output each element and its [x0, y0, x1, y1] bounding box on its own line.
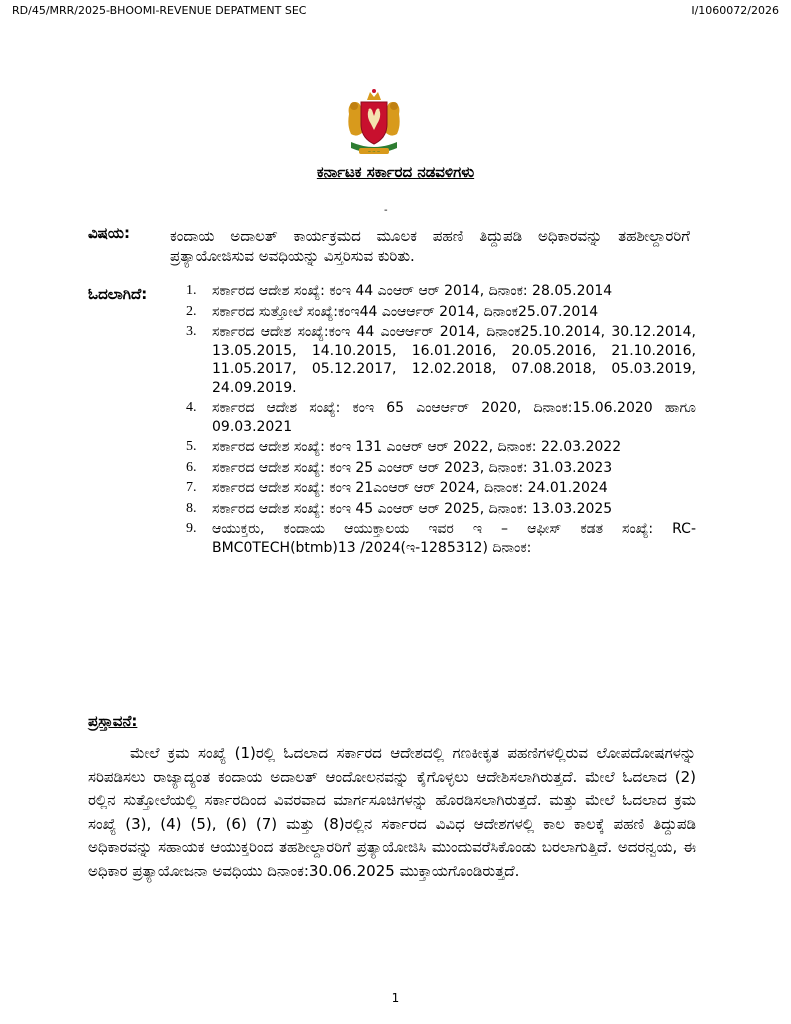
reference-item [186, 399, 696, 436]
reference-text: ಸರ್ಕಾರದ ಆದೇಶ ಸಂಖ್ಯೆ:ಕಂಇ 44 ಎಂಆರ್ಆರ್ 2014, ದಿನಾಂಕ25.10.2014, 30.12.2014, 13.05.2015, 14.10.2015, 16.01.2016, 20.05.2016, 21.10.2016, 11.05.2017, 05.12.2017, 12.02.2018, 07.08.2018, 05.03.2019, 24.09.2019. [212, 324, 696, 396]
reference-item [186, 303, 696, 322]
reference-number: 7. [186, 480, 197, 495]
reference-item [186, 520, 696, 557]
page-number: 1 [391, 991, 400, 1005]
reference-number: 9. [186, 521, 197, 536]
references-label: ಓದಲಾಗಿದೆ: [88, 285, 148, 303]
reference-text: ಸರ್ಕಾರದ ಆದೇಶ ಸಂಖ್ಯೆ: ಕಂಇ 25 ಎಂಆರ್ ಆರ್ 2023, ದಿನಾಂಕ: 31.03.2023 [212, 459, 613, 476]
reference-number: 1. [186, 283, 197, 298]
reference-text: ಸರ್ಕಾರದ ಸುತ್ತೋಲೆ ಸಂಖ್ಯೆ:ಕಂಇ44 ಎಂಆರ್ಆರ್ 2014, ದಿನಾಂಕ25.07.2014 [212, 303, 599, 320]
reference-item [186, 323, 696, 397]
reference-text: ಆಯುಕ್ತರು, ಕಂದಾಯ ಆಯುಕ್ತಾಲಯ ಇವರ ಇ – ಆಫೀಸ್ ಕಡತ ಸಂಖ್ಯೆ: RC-BMC0TECH(btmb)13 /2024(ಇ-1285312) ದಿನಾಂಕ: [212, 521, 696, 556]
document-reference-left: RD/45/MRR/2025-BHOOMI-REVENUE DEPATMENT SEC [12, 4, 307, 17]
reference-text: ಸರ್ಕಾರದ ಆದೇಶ ಸಂಖ್ಯೆ: ಕಂಇ 131 ಎಂಆರ್ ಆರ್ 2022, ದಿನಾಂಕ: 22.03.2022 [212, 439, 622, 455]
karnataka-emblem-icon [341, 86, 407, 162]
references-list [186, 282, 696, 559]
reference-text: ಸರ್ಕಾರದ ಆದೇಶ ಸಂಖ್ಯೆ: ಕಂಇ 45 ಎಂಆರ್ ಆರ್ 2025, ದಿನಾಂಕ: 13.03.2025 [212, 500, 613, 517]
reference-number: 5. [186, 439, 197, 454]
document-title: ಕರ್ನಾಟಕ ಸರ್ಕಾರದ ನಡವಳಿಗಳು [316, 163, 475, 181]
reference-number: 3. [186, 324, 197, 339]
preamble-paragraph: ಮೇಲೆ ಕ್ರಮ ಸಂಖ್ಯೆ (1)ರಲ್ಲಿ ಓದಲಾದ ಸರ್ಕಾರದ ಆದೇಶದಲ್ಲಿ ಗಣಕೀಕೃತ ಪಹಣಿಗಳಲ್ಲಿರುವ ಲೋಪದೋಷಗಳನ್ನು ಸರಿಪಡಿಸಲು ರಾಜ್ಯಾದ್ಯಂತ ಕಂದಾಯ ಅದಾಲತ್ ಆಂದೋಲನವನ್ನು ಕೈಗೊಳ್ಳಲು ಆದೇಶಿಸಲಾಗಿರುತ್ತದೆ. ಮೇಲೆ ಓದಲಾದ (2) ರಲ್ಲಿನ ಸುತ್ತೋಲೆಯಲ್ಲಿ ಸರ್ಕಾರದಿಂದ ವಿವರವಾದ ಮಾರ್ಗಸೂಚಿಗಳನ್ನು ಹೊರಡಿಸಲಾಗಿರುತ್ತದೆ. ಮತ್ತು ಮೇಲೆ ಓದಲಾದ ಕ್ರಮ ಸಂಖ್ಯೆ (3), (4) (5), (6) (7) ಮತ್ತು (8)ರಲ್ಲಿನ ಸರ್ಕಾರದ ವಿವಿಧ ಆದೇಶಗಳಲ್ಲಿ ಕಾಲ ಕಾಲಕ್ಕೆ ಪಹಣಿ ತಿದ್ದುಪಡಿ ಅಧಿಕಾರವನ್ನು ಸಹಾಯಕ ಆಯುಕ್ತರಿಂದ ತಹಶೀಲ್ದಾರರಿಗೆ ಪ್ರತ್ಯಾಯೋಜಿಸಿ ಮುಂದುವರೆಸಿಕೊಂಡು ಬರಲಾಗುತ್ತಿದೆ. ಅದರನ್ವಯ, ಈ ಅಧಿಕಾರ ಪ್ರತ್ಯಾಯೋಜನಾ ಅವಧಿಯು ದಿನಾಂಕ:30.06.2025 ಮುಕ್ತಾಯಗೊಂಡಿರುತ್ತದೆ. [88, 744, 696, 880]
reference-text: ಸರ್ಕಾರದ ಆದೇಶ ಸಂಖ್ಯೆ: ಕಂಇ 65 ಎಂಆರ್ಆರ್ 2020, ದಿನಾಂಕ:15.06.2020 ಹಾಗೂ 09.03.2021 [212, 400, 696, 435]
preamble-heading: ಪ್ರಸ್ತಾವನೆ: [88, 712, 138, 730]
subject-label: ವಿಷಯ: [88, 224, 130, 242]
document-reference-right: I/1060072/2026 [691, 4, 779, 17]
reference-number: 2. [186, 303, 197, 319]
reference-text: ಸರ್ಕಾರದ ಆದೇಶ ಸಂಖ್ಯೆ: ಕಂಇ 44 ಎಂಆರ್ ಆರ್ 2014, ದಿನಾಂಕ: 28.05.2014 [212, 283, 613, 299]
reference-number: 6. [186, 459, 197, 475]
reference-item [186, 459, 696, 478]
reference-number: 8. [186, 500, 197, 516]
reference-item [186, 500, 696, 519]
reference-number: 4. [186, 400, 197, 415]
separator-dash: - [384, 205, 388, 216]
reference-item [186, 438, 696, 457]
reference-item [186, 282, 696, 301]
reference-item [186, 479, 696, 498]
svg-text:~ ~ ~: ~ ~ ~ [367, 149, 381, 154]
reference-text: ಸರ್ಕಾರದ ಆದೇಶ ಸಂಖ್ಯೆ: ಕಂಇ 21ಎಂಆರ್ ಆರ್ 2024, ದಿನಾಂಕ: 24.01.2024 [212, 480, 608, 496]
subject-text: ಕಂದಾಯ ಅದಾಲತ್ ಕಾರ್ಯಕ್ರಮದ ಮೂಲಕ ಪಹಣಿ ತಿದ್ದುಪಡಿ ಅಧಿಕಾರವನ್ನು ತಹಶೀಲ್ದಾರರಿಗೆ ಪ್ರತ್ಯಾಯೋಜಿಸುವ ಅವಧಿಯನ್ನು ವಿಸ್ತರಿಸುವ ಕುರಿತು. [170, 227, 690, 265]
